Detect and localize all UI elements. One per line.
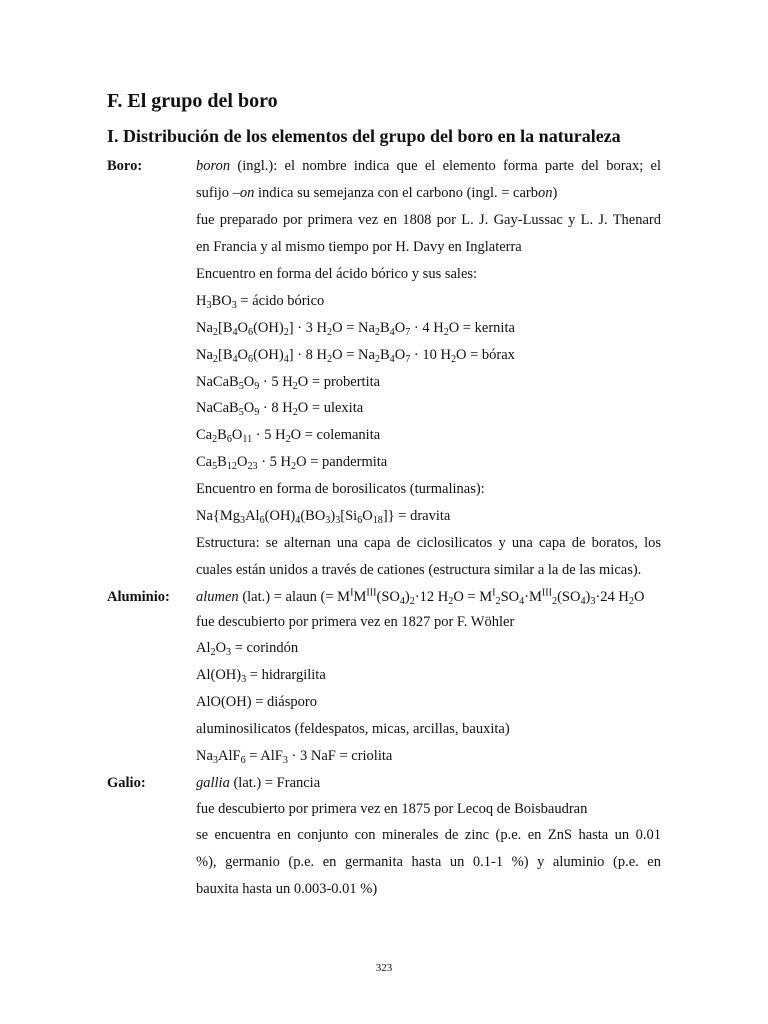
galio-occurrence-line2: %), germanio (p.e. en germanita hasta un 0.1-1 %) y aluminio (p.e. en (196, 854, 661, 870)
formula-hidrargilita: $Al(OH)_3$ = hidrargilita (196, 667, 326, 686)
galio-occurrence-line3: bauxita hasta un 0.003-0.01 %) (196, 881, 378, 897)
formula-kernita: $Na_2[B_4O_6(OH)_2] \cdot 3$ $H_2O = Na_2B_4O_7 \cdot 4$ $H_2O$ = kernita (196, 320, 515, 339)
boro-etymology-line2: sufijo –on indica su semejanza con el carbono (ingl. = carbon) (196, 185, 558, 201)
boro-discovery-line2: en Francia y al mismo tiempo por H. Davy en Inglaterra (196, 239, 522, 255)
formula-diasporo: AlO(OH) = diásporo (196, 694, 317, 710)
galio-discovery: fue descubierto por primera vez en 1875 por Lecoq de Boisbaudran (196, 801, 588, 817)
boro-word: boron (196, 158, 231, 174)
page-number: 323 (375, 962, 393, 974)
chapter-title: F. El grupo del boro (107, 90, 278, 112)
formula-acido-borico: $H_3BO_3$ = ácido bórico (196, 293, 325, 312)
boro-discovery-line1: fue preparado por primera vez en 1808 por L. J. Gay-Lussac y L. J. Thenard (196, 212, 661, 228)
aluminio-etymology: alumen (lat.) = alaun (= $M^IM^{III}(SO_4)_2\cdot 12$ $H_2O = M^I_2SO_4\cdot M^{III}_2(SO_4)_3\cdot 24$ $H_2O$ (196, 587, 645, 608)
boro-etymology-line1: boron (ingl.): el nombre indica que el elemento forma parte del borax; el (196, 158, 661, 174)
label-galio: Galio: (107, 775, 146, 791)
galio-etymology: gallia (lat.) = Francia (196, 775, 321, 791)
formula-colemanita: $Ca_2B_6O_{11} \cdot 5$ $H_2O$ = colemanita (196, 427, 381, 446)
boro-structure-line2: cuales están unidos a través de cationes (estructura similar a la de las micas). (196, 562, 642, 578)
formula-dravita: $Na\{Mg_3Al_6(OH)_4(BO_3)_3[Si_6O_{18}]\}$ = dravita (196, 508, 451, 527)
label-aluminio: Aluminio: (107, 589, 170, 605)
aluminio-discovery: fue descubierto por primera vez en 1827 por F. Wöhler (196, 614, 515, 630)
formula-criolita: $Na_3AlF_6 = AlF_3 \cdot 3$ NaF = criolita (196, 748, 393, 767)
galio-occurrence-line1: se encuentra en conjunto con minerales de zinc (p.e. en ZnS hasta un 0.01 (196, 827, 661, 843)
formula-corindon: $Al_2O_3$ = corindón (196, 640, 299, 659)
boro-occurrence-borosilicates: Encuentro en forma de borosilicatos (turmalinas): (196, 481, 485, 497)
boro-occurrence-acid: Encuentro en forma del ácido bórico y sus sales: (196, 266, 478, 282)
formula-pandermita: $Ca_5B_{12}O_{23} \cdot 5$ $H_2O$ = pandermita (196, 454, 388, 473)
aluminio-aluminosilicates: aluminosilicatos (feldespatos, micas, arcillas, bauxita) (196, 721, 510, 737)
formula-probertita: $NaCaB_5O_9 \cdot 5$ $H_2O$ = probertita (196, 374, 381, 393)
formula-ulexita: $NaCaB_5O_9 \cdot 8$ $H_2O$ = ulexita (196, 400, 364, 419)
boro-structure-line1: Estructura: se alternan una capa de ciclosilicatos y una capa de boratos, los (196, 535, 661, 551)
label-boro: Boro: (107, 158, 143, 174)
section-title: I. Distribución de los elementos del grupo del boro en la naturaleza (107, 126, 621, 146)
formula-borax: $Na_2[B_4O_6(OH)_4] \cdot 8$ $H_2O = Na_2B_4O_7 \cdot 10$ $H_2O$ = bórax (196, 347, 515, 366)
